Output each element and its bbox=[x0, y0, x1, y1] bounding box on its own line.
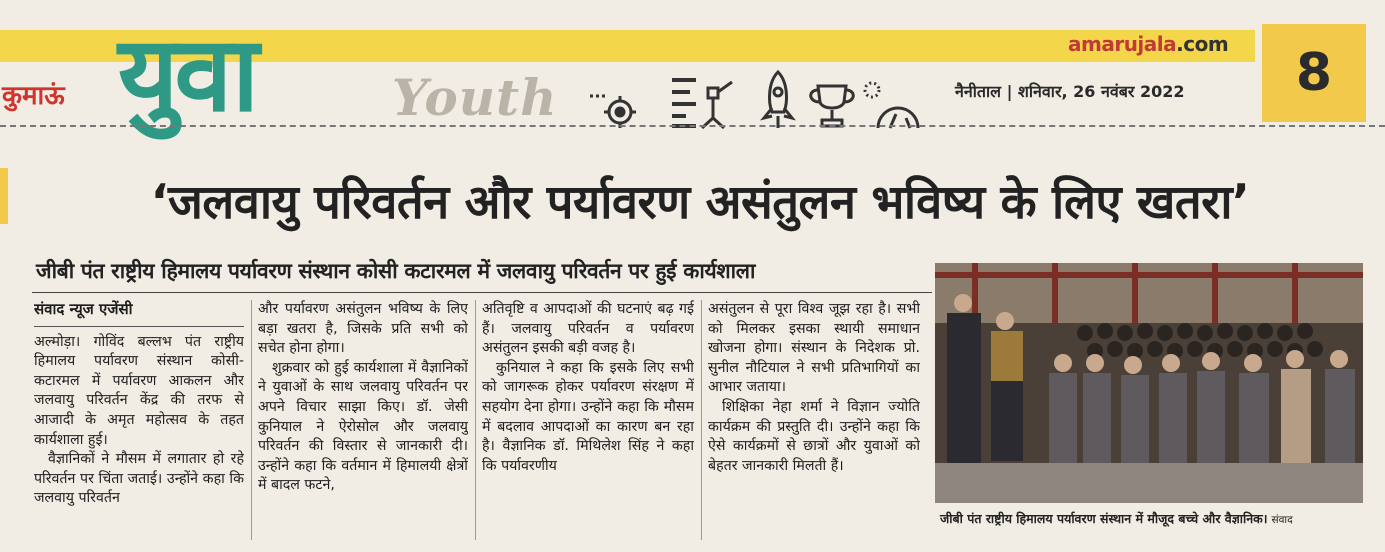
group-photo bbox=[935, 263, 1363, 503]
article-column-4 bbox=[708, 300, 920, 546]
masthead-divider bbox=[0, 125, 1385, 127]
subhead-rule bbox=[32, 292, 932, 293]
column-divider bbox=[251, 300, 252, 540]
paragraph: असंतुलन से पूरा विश्व जूझ रहा है। सभी को मिलकर इसका स्थायी समाधान खोजना होगा। संस्थान के निदेशक प्रो. सुनील नौटियाल ने सभी प्रतिभागियों का आभार जताया। bbox=[708, 301, 920, 396]
photo-caption: जीबी पंत राष्ट्रीय हिमालय पर्यावरण संस्थान में मौजूद बच्चे और वैज्ञानिक। संवाद bbox=[940, 511, 1293, 526]
page-number: 8 bbox=[1295, 43, 1333, 103]
paragraph: अतिवृष्टि व आपदाओं की घटनाएं बढ़ गई हैं। जलवायु परिवर्तन व पर्यावरण असंतुलन इसकी बड़ी वजह है। bbox=[482, 301, 694, 357]
page-number-box bbox=[1262, 24, 1366, 122]
article-column-2 bbox=[258, 300, 468, 546]
article-column-1 bbox=[34, 300, 244, 546]
paragraph: शिक्षिका नेहा शर्मा ने विज्ञान ज्योति कार्यक्रम की प्रस्तुति दी। उन्होंने कहा कि ऐसे कार्यक्रमों से छात्रों और युवाओं को बेहतर जानकारी मिलती हैं। bbox=[708, 398, 920, 474]
photo-credit: संवाद bbox=[1271, 514, 1293, 526]
region-label: कुमाऊं bbox=[2, 81, 65, 111]
accent-bar bbox=[0, 168, 8, 224]
byline: संवाद न्यूज एजेंसी bbox=[34, 300, 244, 327]
section-title: युवा bbox=[118, 13, 256, 135]
list-icon bbox=[672, 80, 696, 126]
article-column-3 bbox=[482, 300, 694, 546]
paragraph: शुक्रवार को हुई कार्यशाला में वैज्ञानिकों ने युवाओं के साथ जलवायु परिवर्तन पर अपने विचार साझा किए। डॉ. जेसी कुनियाल ने ऐरोसोल और जलवायु परिवर्तन की विस्तार से जानकारी दी। उन्होंने कहा कि वर्तमान में हिमालयी क्षेत्रों में बादल फटने, bbox=[258, 359, 468, 494]
column-divider bbox=[701, 300, 702, 540]
gauge-icon bbox=[865, 83, 918, 128]
rocket-icon bbox=[764, 72, 792, 128]
dateline: नैनीताल | शनिवार, 26 नवंबर 2022 bbox=[955, 82, 1185, 101]
column-divider bbox=[475, 300, 476, 540]
paragraph: वैज्ञानिकों ने मौसम में लगातार हो रहे परिवर्तन पर चिंता जताई। उन्होंने कहा कि जलवायु परिवर्तन bbox=[34, 451, 244, 507]
robot-icon bbox=[702, 82, 732, 128]
gear-icon bbox=[590, 96, 636, 128]
section-title-english: Youth bbox=[392, 68, 558, 127]
paragraph: अल्मोड़ा। गोविंद बल्लभ पंत राष्ट्रीय हिमालय पर्यावरण संस्थान कोसी-कटारमल में पर्यावरण आकलन और जलवायु परिवर्तन केंद्र की तरफ से आजादी के अमृत महोत्सव के तहत कार्यशाला हुई। bbox=[34, 333, 244, 448]
site-logo: amarujala.com bbox=[1068, 32, 1229, 56]
paragraph: और पर्यावरण असंतुलन भविष्य के लिए बड़ा खतरा है, जिसके प्रति सभी को सचेत होना होगा। bbox=[258, 301, 468, 357]
masthead-icons bbox=[590, 68, 940, 130]
paragraph: कुनियाल ने कहा कि इसके लिए सभी को जागरूक होकर पर्यावरण संरक्षण में सहयोग देना होगा। उन्होंने कहा कि मौसम में बदलाव आपदाओं का कारण बन रहा है। वैज्ञानिक डॉ. मिथिलेश सिंह ने कहा कि पर्यावरणीय bbox=[482, 359, 694, 474]
trophy-icon bbox=[811, 86, 854, 126]
article-headline: ‘जलवायु परिवर्तन और पर्यावरण असंतुलन भविष्य के लिए खतरा’ bbox=[150, 175, 1250, 230]
article-subheadline: जीबी पंत राष्ट्रीय हिमालय पर्यावरण संस्थान कोसी कटारमल में जलवायु परिवर्तन पर हुई कार्यशाला bbox=[36, 259, 756, 283]
